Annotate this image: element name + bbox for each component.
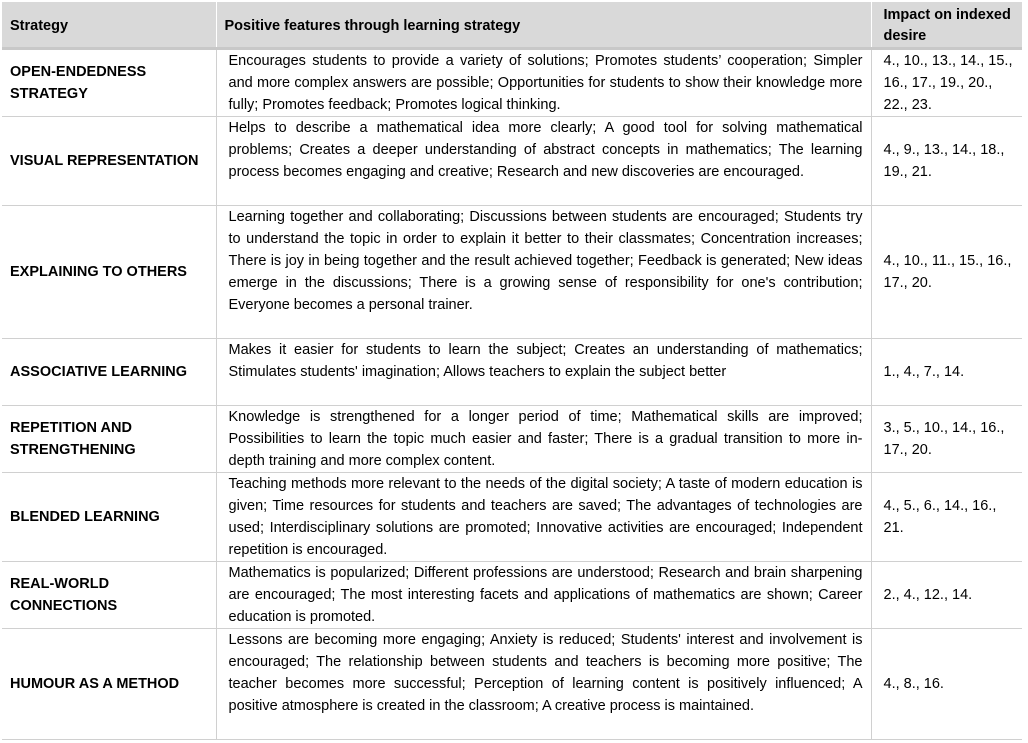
- impact-cell: 4., 8., 16.: [871, 629, 1022, 740]
- table-row: [2, 406, 1022, 473]
- table-row: [2, 206, 1022, 339]
- strategy-cell: ASSOCIATIVE LEARNING: [2, 339, 216, 406]
- header-impact: Impact on indexed desire: [871, 2, 1022, 49]
- features-cell: Mathematics is popularized; Different professions are understood; Research and brain sharpening are encouraged; The most interesting facets and applications of mathematics are shown; Career education is promoted.: [216, 562, 871, 629]
- strategy-cell: EXPLAINING TO OTHERS: [2, 206, 216, 339]
- table-row: [2, 49, 1022, 117]
- strategy-cell: REAL-WORLD CONNECTIONS: [2, 562, 216, 629]
- table-body: [2, 49, 1022, 740]
- table-row: [2, 473, 1022, 562]
- impact-cell: 4., 10., 13., 14., 15., 16., 17., 19., 20., 22., 23.: [871, 49, 1022, 117]
- features-cell: Encourages students to provide a variety of solutions; Promotes students’ cooperation; Simpler and more complex answers are possible; Opportunities for students to show their knowledge more fully; Promotes feedback; Promotes logical thinking.: [216, 49, 871, 117]
- strategy-cell: HUMOUR AS A METHOD: [2, 629, 216, 740]
- features-cell: Lessons are becoming more engaging; Anxiety is reduced; Students' interest and involvement is encouraged; The relationship between students and teachers is becoming more positive; The teacher becomes more successful; Perception of learning content is positively influenced; A positive atmosphere is created in the classroom; A creative process is maintained.: [216, 629, 871, 740]
- impact-cell: 1., 4., 7., 14.: [871, 339, 1022, 406]
- impact-cell: 4., 5., 6., 14., 16., 21.: [871, 473, 1022, 562]
- impact-cell: 3., 5., 10., 14., 16., 17., 20.: [871, 406, 1022, 473]
- features-cell: Makes it easier for students to learn the subject; Creates an understanding of mathematics; Stimulates students' imagination; Allows teachers to explain the subject better: [216, 339, 871, 406]
- strategy-cell: OPEN-ENDEDNESS STRATEGY: [2, 49, 216, 117]
- strategy-cell: BLENDED LEARNING: [2, 473, 216, 562]
- header-features: Positive features through learning strategy: [216, 2, 871, 49]
- impact-cell: 4., 10., 11., 15., 16., 17., 20.: [871, 206, 1022, 339]
- strategy-cell: VISUAL REPRESENTATION: [2, 117, 216, 206]
- table-row: [2, 629, 1022, 740]
- features-cell: Learning together and collaborating; Discussions between students are encouraged; Students try to understand the topic in order to explain it better to their classmates; Concentration increases; There is joy in being together and the result achieved together; Feedback is generated; New ideas emerge in the discussions; There is a growing sense of responsibility for one's contribution; Everyone becomes a personal trainer.: [216, 206, 871, 339]
- header-strategy: Strategy: [2, 2, 216, 49]
- features-cell: Helps to describe a mathematical idea more clearly; A good tool for solving mathematical problems; Creates a deeper understanding of abstract concepts in mathematics; The learning process becomes engaging and creative; Research and new discoveries are encouraged.: [216, 117, 871, 206]
- header-row: [2, 2, 1022, 49]
- table-header: [2, 2, 1022, 49]
- table-row: [2, 117, 1022, 206]
- table-row: [2, 562, 1022, 629]
- table-row: [2, 339, 1022, 406]
- impact-cell: 4., 9., 13., 14., 18., 19., 21.: [871, 117, 1022, 206]
- strategy-table: [2, 2, 1022, 740]
- strategy-cell: REPETITION AND STRENGTHENING: [2, 406, 216, 473]
- features-cell: Knowledge is strengthened for a longer period of time; Mathematical skills are improved; Possibilities to learn the topic much easier and faster; There is a gradual transition to more in-depth training and more complex content.: [216, 406, 871, 473]
- features-cell: Teaching methods more relevant to the needs of the digital society; A taste of modern education is given; Time resources for students and teachers are saved; The advantages of technologies are used; Interdisciplinary solutions are promoted; Innovative activities are encouraged; Independent repetition is encouraged.: [216, 473, 871, 562]
- strategy-table-container: [2, 2, 1022, 740]
- impact-cell: 2., 4., 12., 14.: [871, 562, 1022, 629]
